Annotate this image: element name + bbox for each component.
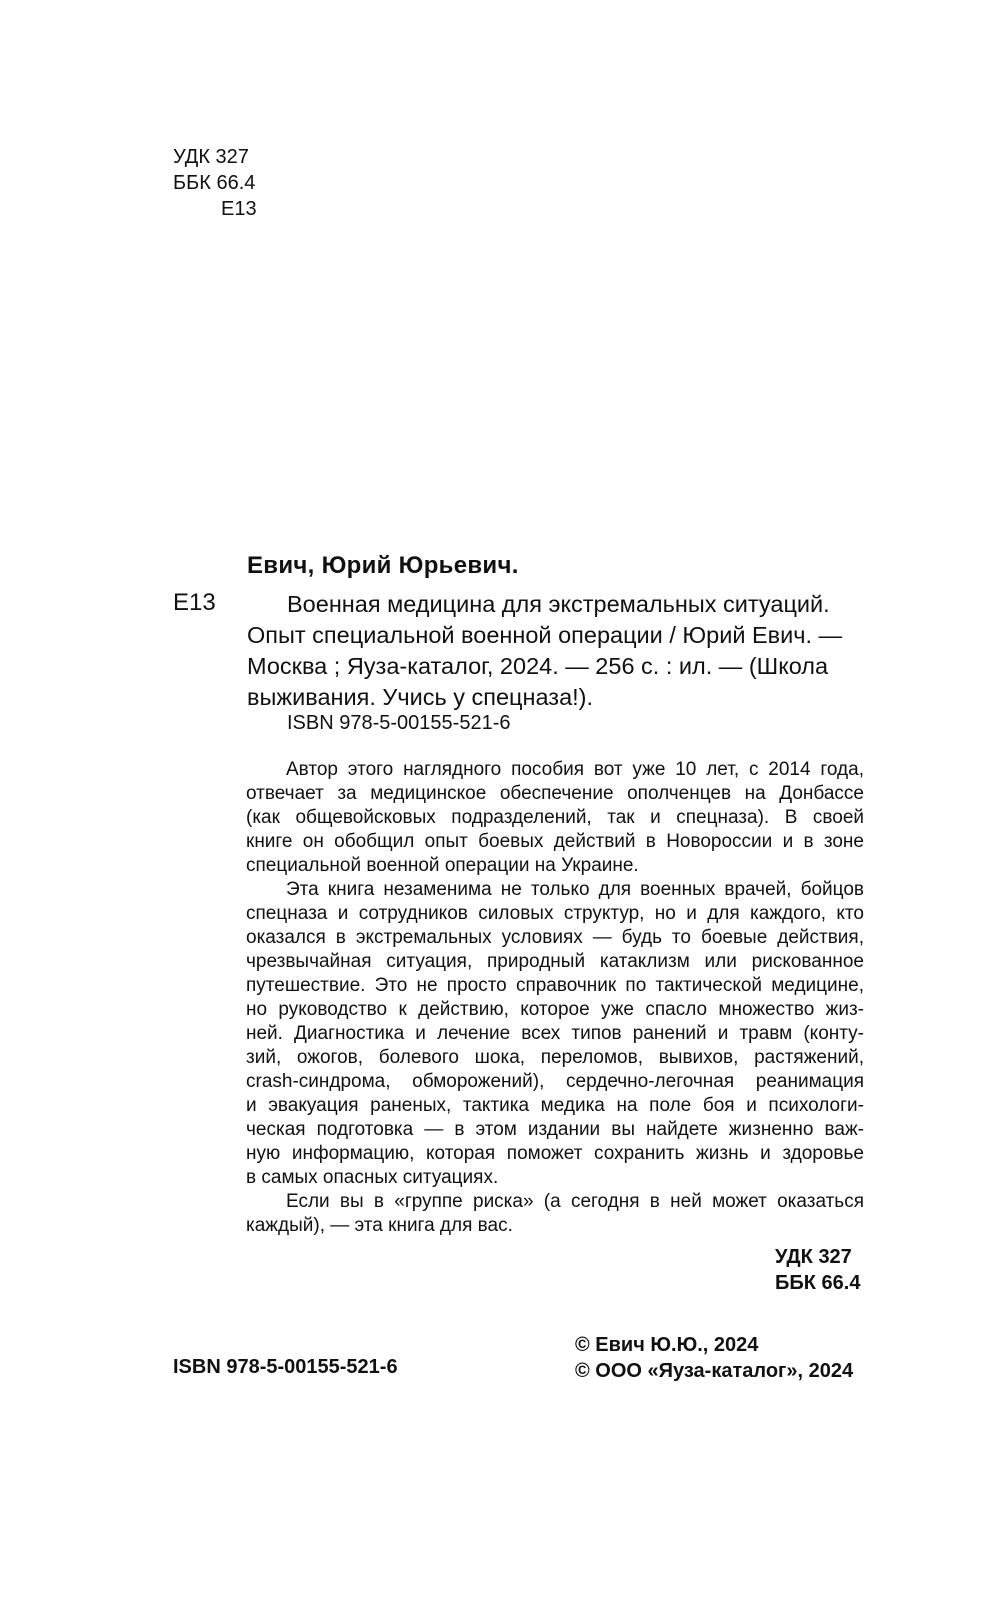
copyright-author: © Евич Ю.Ю., 2024 <box>575 1334 759 1356</box>
annotation-line: (как общевойсковых подразделений, так и спецназа). В своей <box>246 807 864 828</box>
cutter-code: Е13 <box>221 198 257 220</box>
classification-top <box>173 144 257 222</box>
annotation-line: но руководство к действию, которое уже спасло множество жиз- <box>246 999 864 1020</box>
title-line: Опыт специальной военной операции / Юрий Евич. — <box>247 622 843 648</box>
annotation-line: чрезвычайная ситуация, природный катаклизм или рискованное <box>246 951 864 972</box>
annotation-line: каждый), — эта книга для вас. <box>246 1215 513 1236</box>
classification-bottom <box>775 1244 860 1296</box>
annotation-line: спецназа и сотрудников силовых структур, но и для каждого, кто <box>246 903 864 924</box>
title-line: Москва ; Яуза-каталог, 2024. — 256 с. : ил. — (Школа <box>247 653 829 679</box>
annotation-line: crash-синдрома, обморожений), сердечно-легочная реанимация <box>246 1071 864 1092</box>
annotation-line: Эта книга незаменима не только для военных врачей, бойцов <box>286 879 864 900</box>
title-line: Военная медицина для экстремальных ситуаций. <box>287 591 830 617</box>
annotation-line: в самых опасных ситуациях. <box>246 1167 499 1188</box>
copyright-block <box>575 1332 853 1384</box>
annotation-line: специальной военной операции на Украине. <box>246 855 639 876</box>
udk-code: УДК 327 <box>173 146 249 168</box>
annotation-line: ней. Диагностика и лечение всех типов ранений и травм (конту- <box>246 1023 864 1044</box>
title-line: выживания. Учись у спецназа!). <box>247 684 594 710</box>
annotation-line: книге он обобщил опыт боевых действий в Новороссии и в зоне <box>246 831 864 852</box>
record-isbn: ISBN 978-5-00155-521-6 <box>287 712 511 734</box>
bbk-code: ББК 66.4 <box>173 172 256 194</box>
annotation-line: путешествие. Это не просто справочник по тактической медицине, <box>246 975 864 996</box>
annotation-line: и эвакуация раненых, тактика медика на поле боя и психологи- <box>246 1095 864 1116</box>
annotation-line: отвечает за медицинское обеспечение ополченцев на Донбассе <box>246 783 864 804</box>
title-description <box>247 589 862 713</box>
footer-isbn: ISBN 978-5-00155-521-6 <box>173 1356 398 1378</box>
annotation-line: Если вы в «группе риска» (а сегодня в ней может оказаться <box>286 1191 864 1212</box>
annotation-line: ную информацию, которая поможет сохранить жизнь и здоровье <box>246 1143 864 1164</box>
annotation-line: ческая подготовка — в этом издании вы найдете жизненно важ- <box>246 1119 864 1140</box>
annotation <box>246 758 864 1238</box>
udk-code-bottom: УДК 327 <box>775 1246 852 1268</box>
bbk-code-bottom: ББК 66.4 <box>775 1272 861 1294</box>
copyright-publisher: © ООО «Яуза-каталог», 2024 <box>575 1360 854 1382</box>
annotation-line: оказался в экстремальных условиях — будь то боевые действия, <box>246 927 864 948</box>
record-cutter: Е13 <box>173 589 216 616</box>
annotation-line: Автор этого наглядного пособия вот уже 10 лет, с 2014 года, <box>286 759 864 780</box>
author-heading: Евич, Юрий Юрьевич. <box>247 552 519 579</box>
annotation-line: зий, ожогов, болевого шока, переломов, вывихов, растяжений, <box>246 1047 864 1068</box>
